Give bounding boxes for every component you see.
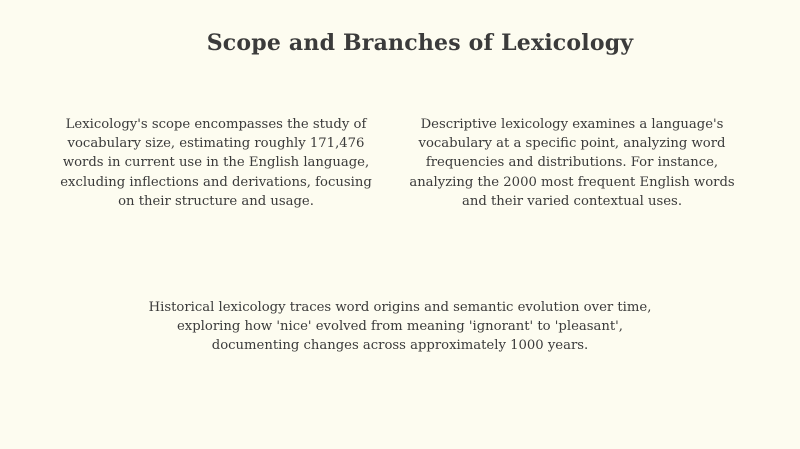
slide-title: Scope and Branches of Lexicology (206, 30, 634, 56)
scope-paragraph: Lexicology's scope encompasses the study of vocabulary size, estimating roughly 171,476 words in current use in the English language, excluding inflections and derivations, focusing on their structure and usage. (60, 117, 372, 209)
descriptive-lexicology-paragraph: Descriptive lexicology examines a language's vocabulary at a specific point, analyzing word frequencies and distributions. For instance, analyzing the 2000 most frequent English words and their varied contextual uses. (409, 117, 735, 209)
historical-lexicology-paragraph: Historical lexicology traces word origins and semantic evolution over time, exploring how 'nice' evolved from meaning 'ignorant' to 'pleasant', documenting changes across approximately 1000 years. (148, 300, 652, 354)
